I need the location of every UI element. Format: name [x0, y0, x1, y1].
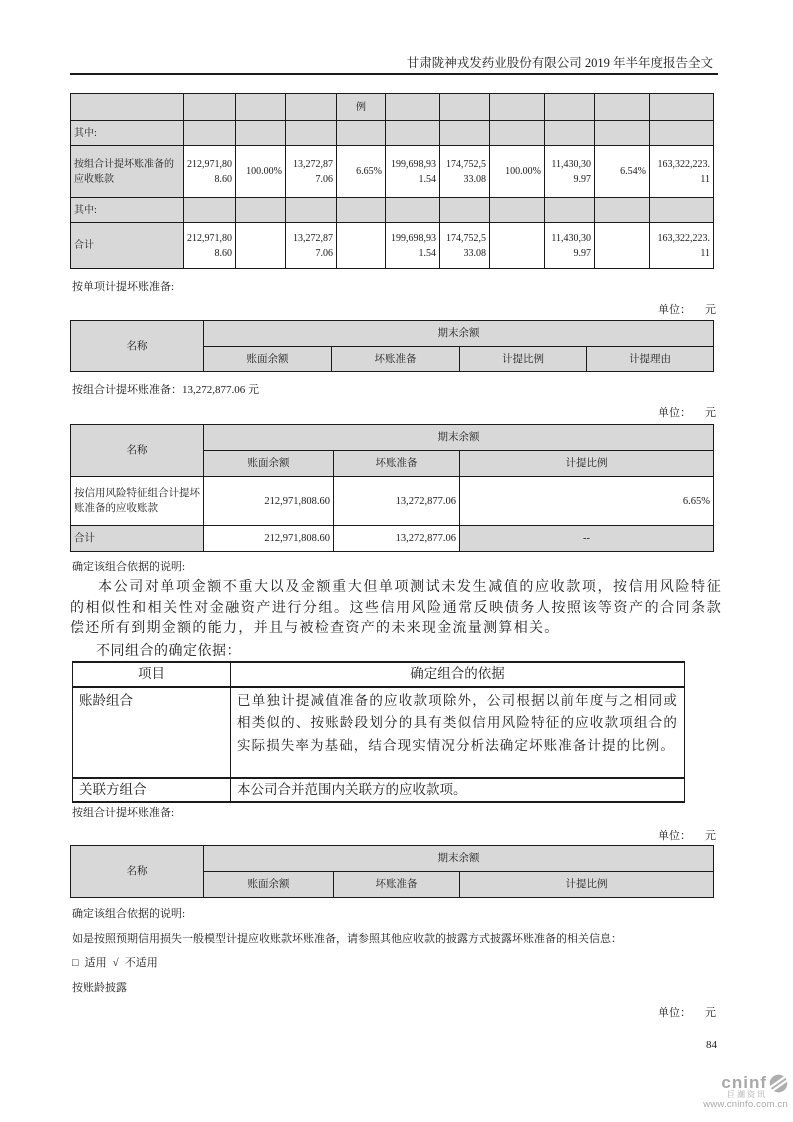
unit-caption: 单位：	[658, 830, 691, 842]
table-cell: 13,272,877.06	[286, 146, 337, 198]
row-label: 按信用风险特征组合计提坏账准备的应收账款	[71, 477, 204, 526]
table-header-cell: 名称	[71, 321, 204, 372]
table-cell	[595, 121, 650, 146]
table-cell	[236, 223, 286, 269]
table-cell: 174,752,533.08	[440, 146, 490, 198]
table-row	[73, 778, 685, 803]
table-cell: 100.00%	[236, 146, 286, 198]
table-cell	[386, 121, 440, 146]
table-header-cell: 账面余额	[204, 872, 334, 898]
row-label: 按组合计提坏账准备的应收账款	[71, 146, 184, 198]
unit-label	[658, 828, 716, 844]
table-cell	[595, 223, 650, 269]
table-header-cell: 项目	[73, 662, 231, 687]
section-label-by-group: 按组合计提坏账准备:	[72, 807, 175, 819]
row-label: 其中:	[71, 198, 184, 223]
table-cell: 163,322,223.11	[650, 146, 714, 198]
table-header-cell: 期末余额	[204, 846, 714, 872]
applicable-label: 适用	[84, 957, 107, 969]
provision-summary-table	[70, 93, 714, 269]
table-header-cell: 计提比例	[460, 451, 714, 477]
table-header-cell	[184, 94, 236, 121]
table-header-cell: 坏账准备	[334, 451, 460, 477]
table-cell	[440, 121, 490, 146]
table-cell: 13,272,877.06	[334, 477, 460, 526]
portfolio-basis-table	[72, 661, 685, 803]
table-cell	[490, 223, 545, 269]
cninfo-swirl-icon	[769, 1074, 788, 1093]
check-mark-icon: √	[112, 957, 119, 969]
table-cell	[236, 198, 286, 223]
group-provision-table-2	[70, 845, 714, 898]
table-cell: --	[460, 526, 714, 552]
group-provision-table	[70, 424, 714, 552]
table-cell	[650, 198, 714, 223]
unit-value: 元	[705, 830, 716, 842]
table-header-cell	[71, 94, 184, 121]
table-row	[71, 121, 714, 146]
table-cell	[337, 121, 386, 146]
cninfo-logo-text: cninf	[721, 1073, 767, 1093]
row-label: 合计	[71, 526, 204, 552]
table-cell	[184, 198, 236, 223]
table-header-cell: 计提比例	[460, 872, 714, 898]
table-header-cell	[286, 94, 337, 121]
table-cell: 6.54%	[595, 146, 650, 198]
unit-label	[658, 405, 716, 421]
table-cell	[286, 121, 337, 146]
unit-value: 元	[705, 1007, 716, 1019]
table-header-cell: 计提理由	[587, 347, 714, 372]
table-header-cell	[545, 94, 595, 121]
table-header-cell: 账面余额	[204, 347, 332, 372]
table-header-cell: 确定组合的依据	[231, 662, 685, 687]
table-cell: 11,430,309.97	[545, 146, 595, 198]
table-cell	[286, 198, 337, 223]
table-header-cell	[595, 94, 650, 121]
table-row	[71, 198, 714, 223]
table-cell: 6.65%	[337, 146, 386, 198]
unit-caption: 单位：	[658, 304, 691, 316]
individual-provision-table	[70, 320, 714, 372]
unit-caption: 单位：	[658, 1007, 691, 1019]
table-cell: 212,971,808.60	[184, 223, 236, 269]
table-header-cell: 坏账准备	[332, 347, 460, 372]
table-cell	[386, 198, 440, 223]
group-basis-note: 确定该组合依据的说明:	[72, 561, 186, 573]
table-row	[71, 477, 714, 526]
table-cell	[440, 198, 490, 223]
unit-value: 元	[705, 407, 716, 419]
table-cell	[337, 198, 386, 223]
header-rule	[70, 73, 718, 75]
table-cell	[595, 198, 650, 223]
table-header-cell: 计提比例	[460, 347, 587, 372]
table-cell: 199,698,931.54	[386, 223, 440, 269]
table-header-cell: 期末余额	[204, 425, 714, 451]
cninfo-logo	[703, 1074, 788, 1110]
table-cell	[236, 121, 286, 146]
table-cell: 212,971,808.60	[204, 526, 334, 552]
table-header-row	[73, 662, 685, 687]
table-cell: 13,272,877.06	[286, 223, 337, 269]
table-header-cell: 期末余额	[204, 321, 714, 347]
basis-paragraph: 本公司对单项金额不重大以及金额重大但单项测试未发生减值的应收款项，按信用风险特征的相似性和相关性对金融资产进行分组。这些信用风险通常反映债务人按照该等资产的合同条款偿还所有到期金额的能力，并且与被检查资产的未来现金流量测算相关。	[70, 580, 722, 636]
table-header-cell: 账面余额	[204, 451, 334, 477]
page-number: 84	[706, 1039, 717, 1051]
table-header-cell: 名称	[71, 846, 204, 898]
table-cell: 本公司合并范围内关联方的应收款项。	[231, 778, 685, 803]
unit-value: 元	[705, 304, 716, 316]
table-cell: 已单独计提减值准备的应收款项除外，公司根据以前年度与之相同或相类似的、按账龄段划分的具有类似信用风险特征的应收款项组合的实际损失率为基础，结合现实情况分析法确定坏账准备计提的比例。	[231, 687, 685, 778]
page-header-title: 甘肃陇神戎发药业股份有限公司 2019 年半年度报告全文	[406, 56, 713, 70]
table-cell: 163,322,223.11	[650, 223, 714, 269]
table-header-cell: 坏账准备	[334, 872, 460, 898]
table-cell: 212,971,808.60	[204, 477, 334, 526]
checkbox-unchecked-icon: □	[72, 957, 79, 969]
unit-caption: 单位：	[658, 407, 691, 419]
table-row	[71, 223, 714, 269]
table-header-row	[71, 321, 714, 347]
table-cell: 100.00%	[490, 146, 545, 198]
table-cell	[490, 198, 545, 223]
table-header-cell	[386, 94, 440, 121]
table-cell	[545, 121, 595, 146]
table-cell	[184, 121, 236, 146]
unit-label	[658, 302, 716, 318]
row-label: 账龄组合	[73, 687, 231, 778]
table-row	[71, 146, 714, 198]
aging-disclosure-label: 按账龄披露	[72, 982, 127, 994]
unit-label	[658, 1005, 716, 1021]
table-header-cell	[490, 94, 545, 121]
table-header-cell	[650, 94, 714, 121]
table-header-row	[71, 846, 714, 872]
section-label-by-item: 按单项计提坏账准备:	[72, 281, 175, 293]
table-cell	[490, 121, 545, 146]
table-cell	[545, 198, 595, 223]
applicability-row	[72, 955, 164, 971]
table-cell: 13,272,877.06	[334, 526, 460, 552]
table-cell: 11,430,309.97	[545, 223, 595, 269]
section-label-by-group-amount: 按组合计提坏账准备：13,272,877.06 元	[72, 384, 259, 396]
group-basis-note-2: 确定该组合依据的说明:	[72, 908, 186, 920]
cninfo-logo-url: www.cninfo.com.cn	[703, 1098, 788, 1110]
table-cell: 199,698,931.54	[386, 146, 440, 198]
table-header-cell	[236, 94, 286, 121]
not-applicable-label: 不适用	[124, 957, 158, 969]
row-label: 合计	[71, 223, 184, 269]
different-groups-subtitle: 不同组合的确定依据：	[96, 644, 241, 659]
table-header-cell: 例	[337, 94, 386, 121]
row-label: 其中:	[71, 121, 184, 146]
table-row	[71, 526, 714, 552]
row-label: 关联方组合	[73, 778, 231, 803]
ecl-note: 如是按照预期信用损失一般模型计提应收账款坏账准备，请参照其他应收款的披露方式披露坏账准备的相关信息：	[72, 933, 622, 945]
table-header-row	[71, 425, 714, 451]
table-cell: 212,971,808.60	[184, 146, 236, 198]
table-header-cell: 名称	[71, 425, 204, 477]
table-cell: 174,752,533.08	[440, 223, 490, 269]
table-cell	[337, 223, 386, 269]
table-header-cell	[440, 94, 490, 121]
table-row	[73, 687, 685, 778]
cninfo-logo-cn: 巨潮资讯	[727, 1090, 767, 1099]
table-cell: 6.65%	[460, 477, 714, 526]
table-cell	[650, 121, 714, 146]
